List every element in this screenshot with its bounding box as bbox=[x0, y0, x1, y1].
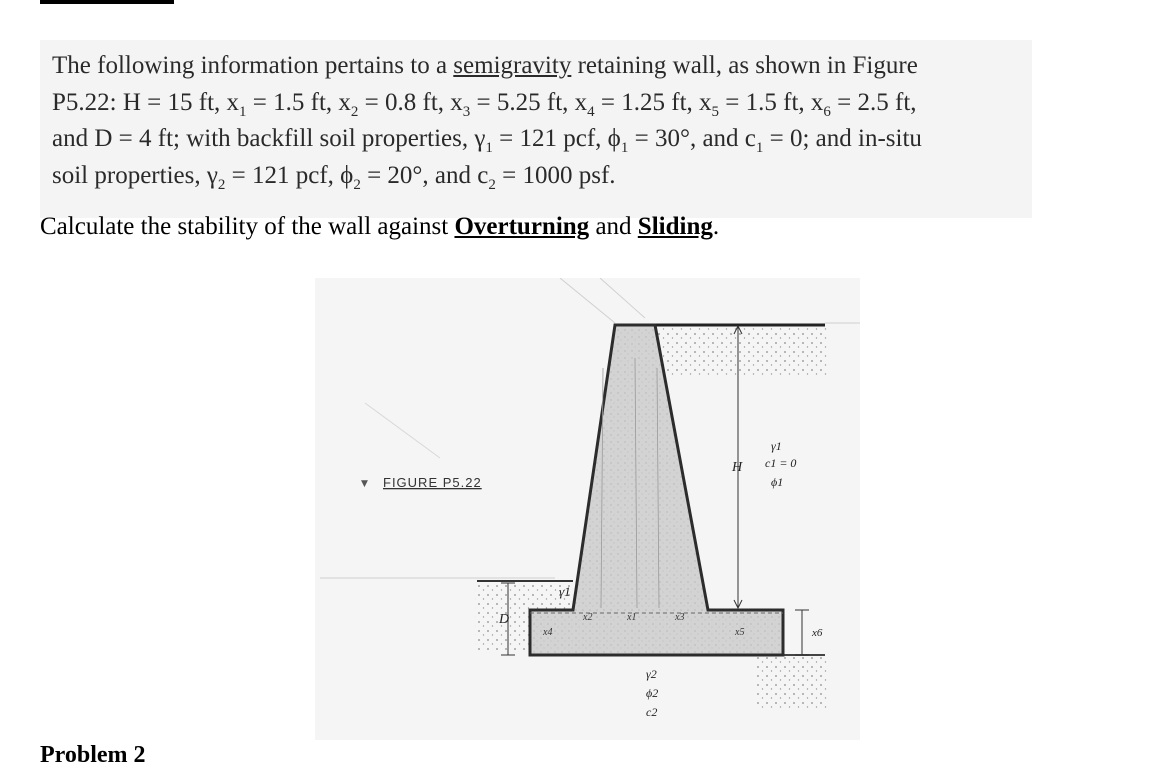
problem-line-2: P5.22: H = 15 ft, $x_1 = 1.5$ ft, $x_2 = 0.8$ ft, $x_3 = 5.25$ ft, $x_4 = 1.25$ ft, $x_5 = 1.5$ ft, $x_6 = 2.5$ ft, bbox=[52, 88, 917, 120]
problem-statement bbox=[52, 48, 1012, 194]
task-instruction: Calculate the stability of the wall against Overturning and Sliding. bbox=[40, 213, 720, 240]
x6-label: x6 bbox=[812, 627, 823, 639]
top-rule bbox=[40, 0, 174, 4]
problem-line-3: and D = 4 ft; with backfill soil properties, $\gamma_1 = 121$ pcf, $\phi_1 = 30^\circ$, and $c_1 = 0$; and in-situ bbox=[52, 125, 922, 156]
x3-label: x3 bbox=[675, 612, 685, 623]
semigravity-term: semigravity bbox=[453, 52, 572, 79]
insitu-phi2: ϕ2 bbox=[646, 686, 659, 700]
problem-line-1: The following information pertains to a semigravity retaining wall, as shown in Figure bbox=[52, 52, 918, 79]
figure-marker-icon: ▼ bbox=[361, 479, 368, 489]
insitu-c2: c2 bbox=[646, 705, 658, 719]
problem-line-4: soil properties, $\gamma_2 = 121$ pcf, $\phi_2 = 20^\circ$, and $c_2 = 1000$ psf. bbox=[52, 161, 616, 193]
next-problem-heading: Problem 2 bbox=[40, 742, 146, 768]
backfill-gamma1: γ1 bbox=[771, 439, 782, 453]
d-label: D bbox=[499, 612, 510, 627]
backfill-c1: c1 = 0 bbox=[765, 456, 797, 470]
overturning-term: Overturning bbox=[454, 213, 590, 240]
x4-label: x4 bbox=[543, 627, 553, 638]
x1-label: x1 bbox=[627, 612, 637, 623]
insitu-gamma2: γ2 bbox=[646, 667, 657, 681]
sliding-term: Sliding bbox=[637, 213, 713, 240]
figure-caption: FIGURE P5.22 bbox=[383, 475, 482, 490]
x2-label: x2 bbox=[583, 612, 593, 623]
backfill-phi1: ϕ1 bbox=[771, 475, 784, 489]
retaining-wall-figure bbox=[315, 278, 860, 740]
gamma1-left-label: γ1 bbox=[559, 584, 571, 599]
x5-label: x5 bbox=[735, 627, 745, 638]
h-label: H bbox=[732, 460, 743, 475]
